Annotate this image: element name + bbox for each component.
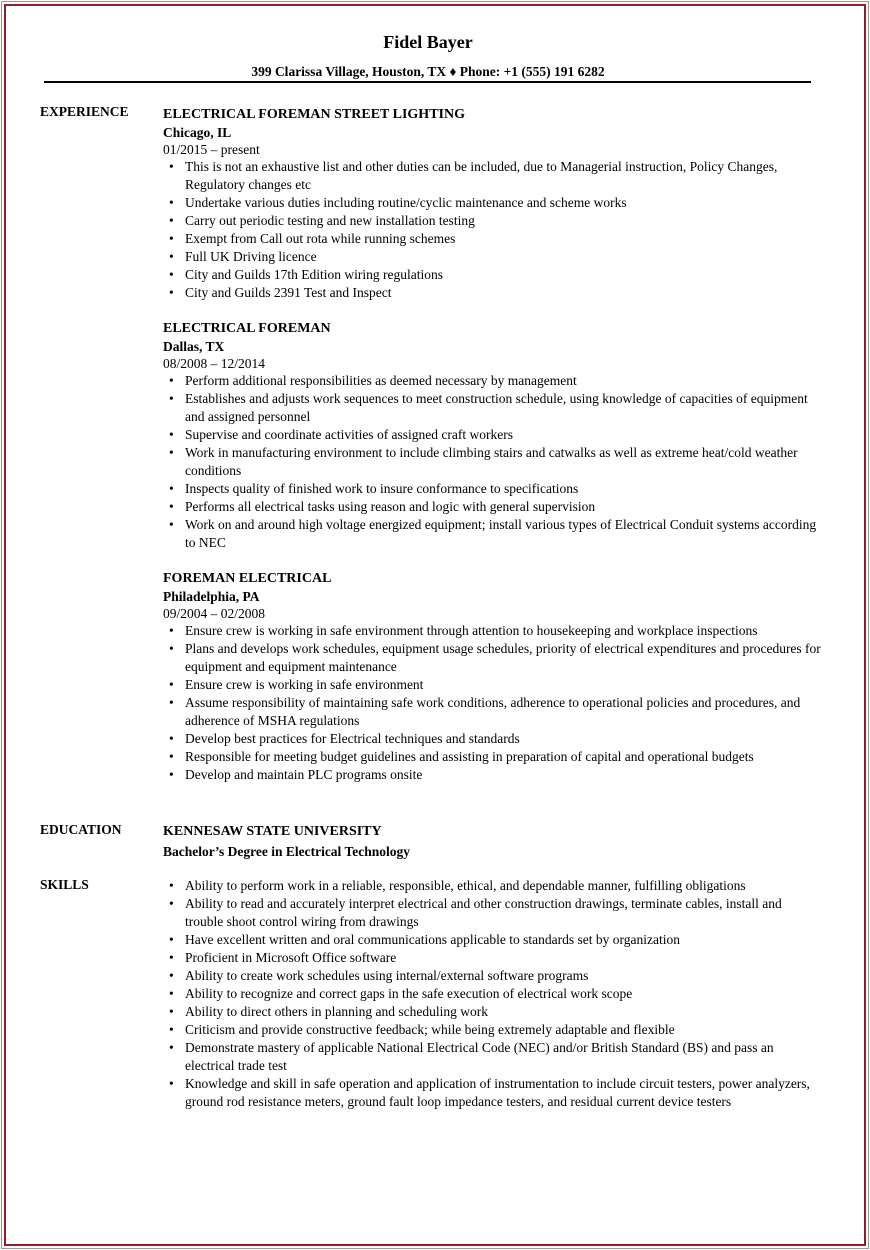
duty-item: • Perform additional responsibilities as deemed necessary by management <box>185 372 823 390</box>
skill-item: • Demonstrate mastery of applicable National Electrical Code (NEC) and/or British Standard (BS) and pass an electrical trade test <box>185 1039 823 1075</box>
duty-item: • Supervise and coordinate activities of assigned craft workers <box>185 426 823 444</box>
duty-item: • Ensure crew is working in safe environment through attention to housekeeping and workplace inspections <box>185 622 823 640</box>
section-label-education: EDUCATION <box>40 822 122 837</box>
candidate-name: Fidel Bayer <box>383 32 473 52</box>
duty-item: • Work on and around high voltage energized equipment; install various types of Electrical Conduit systems according to NEC <box>185 516 823 552</box>
job-title: ELECTRICAL FOREMAN <box>163 321 331 336</box>
job-title: ELECTRICAL FOREMAN STREET LIGHTING <box>163 107 465 122</box>
skill-item: • Criticism and provide constructive feedback; while being extremely adaptable and flexible <box>185 1021 823 1039</box>
header-divider <box>44 81 811 83</box>
job-location: Chicago, IL <box>163 125 232 140</box>
job-entry <box>163 106 823 302</box>
duty-item: • Work in manufacturing environment to include climbing stairs and catwalks as well as extreme heat/cold weather conditions <box>185 444 823 480</box>
job-dates: 08/2008 – 12/2014 <box>163 356 266 371</box>
job-dates: 01/2015 – present <box>163 142 260 157</box>
education-entry <box>163 822 823 862</box>
job-duties-list <box>163 622 823 784</box>
duty-item: • Establishes and adjusts work sequences to meet construction schedule, using knowledge of capacities of equipment and assigned personnel <box>185 390 823 426</box>
duty-item: • Undertake various duties including routine/cyclic maintenance and scheme works <box>185 194 823 212</box>
duty-item: • Develop and maintain PLC programs onsite <box>185 766 823 784</box>
skill-item: • Ability to create work schedules using internal/external software programs <box>185 967 823 985</box>
duty-item: • Performs all electrical tasks using reason and logic with general supervision <box>185 498 823 516</box>
skill-item: • Knowledge and skill in safe operation and application of instrumentation to include circuit testers, power analyzers, ground rod resistance meters, ground fault loop impedance testers, and residual current device testers <box>185 1075 823 1111</box>
skill-item: • Ability to perform work in a reliable, responsible, ethical, and dependable manner, fulfilling obligations <box>185 877 823 895</box>
duty-item: • Ensure crew is working in safe environment <box>185 676 823 694</box>
duty-item: • Develop best practices for Electrical techniques and standards <box>185 730 823 748</box>
duty-item: • This is not an exhaustive list and other duties can be included, due to Managerial instruction, Policy Changes, Regulatory changes etc <box>185 158 823 194</box>
job-duties-list <box>163 372 823 552</box>
skill-item: • Proficient in Microsoft Office software <box>185 949 823 967</box>
skills-list <box>163 877 823 1111</box>
skills-body <box>163 877 823 1111</box>
duty-item: • Full UK Driving licence <box>185 248 823 266</box>
duty-item: • City and Guilds 2391 Test and Inspect <box>185 284 823 302</box>
duty-item: • Carry out periodic testing and new installation testing <box>185 212 823 230</box>
job-entry <box>163 320 823 552</box>
skill-item: • Ability to direct others in planning and scheduling work <box>185 1003 823 1021</box>
duty-item: • City and Guilds 17th Edition wiring regulations <box>185 266 823 284</box>
duty-item: • Responsible for meeting budget guidelines and assisting in preparation of capital and operational budgets <box>185 748 823 766</box>
duty-item: • Plans and develops work schedules, equipment usage schedules, priority of electrical expenditures and procedures for equipment and equipment maintenance <box>185 640 823 676</box>
job-dates: 09/2004 – 02/2008 <box>163 606 266 621</box>
skill-item: • Have excellent written and oral communications applicable to standards set by organization <box>185 931 823 949</box>
duty-item: • Assume responsibility of maintaining safe work conditions, adherence to operational policies and procedures, and adherence of MSHA regulations <box>185 694 823 730</box>
job-duties-list <box>163 158 823 302</box>
job-location: Philadelphia, PA <box>163 589 260 604</box>
job-entry <box>163 570 823 784</box>
section-label-experience: EXPERIENCE <box>40 104 129 119</box>
job-location: Dallas, TX <box>163 339 225 354</box>
skill-item: • Ability to recognize and correct gaps in the safe execution of electrical work scope <box>185 985 823 1003</box>
experience-list <box>163 104 823 802</box>
contact-line: 399 Clarissa Village, Houston, TX ♦ Phone: +1 (555) 191 6282 <box>251 64 605 79</box>
section-label-skills: SKILLS <box>40 877 89 892</box>
skill-item: • Ability to read and accurately interpret electrical and other construction drawings, terminate cables, install and trouble shoot control wiring from drawings <box>185 895 823 931</box>
school-name: KENNESAW STATE UNIVERSITY <box>163 824 382 839</box>
duty-item: • Inspects quality of finished work to insure conformance to specifications <box>185 480 823 498</box>
job-title: FOREMAN ELECTRICAL <box>163 571 332 586</box>
duty-item: • Exempt from Call out rota while running schemes <box>185 230 823 248</box>
degree-name: Bachelor’s Degree in Electrical Technology <box>163 844 410 859</box>
